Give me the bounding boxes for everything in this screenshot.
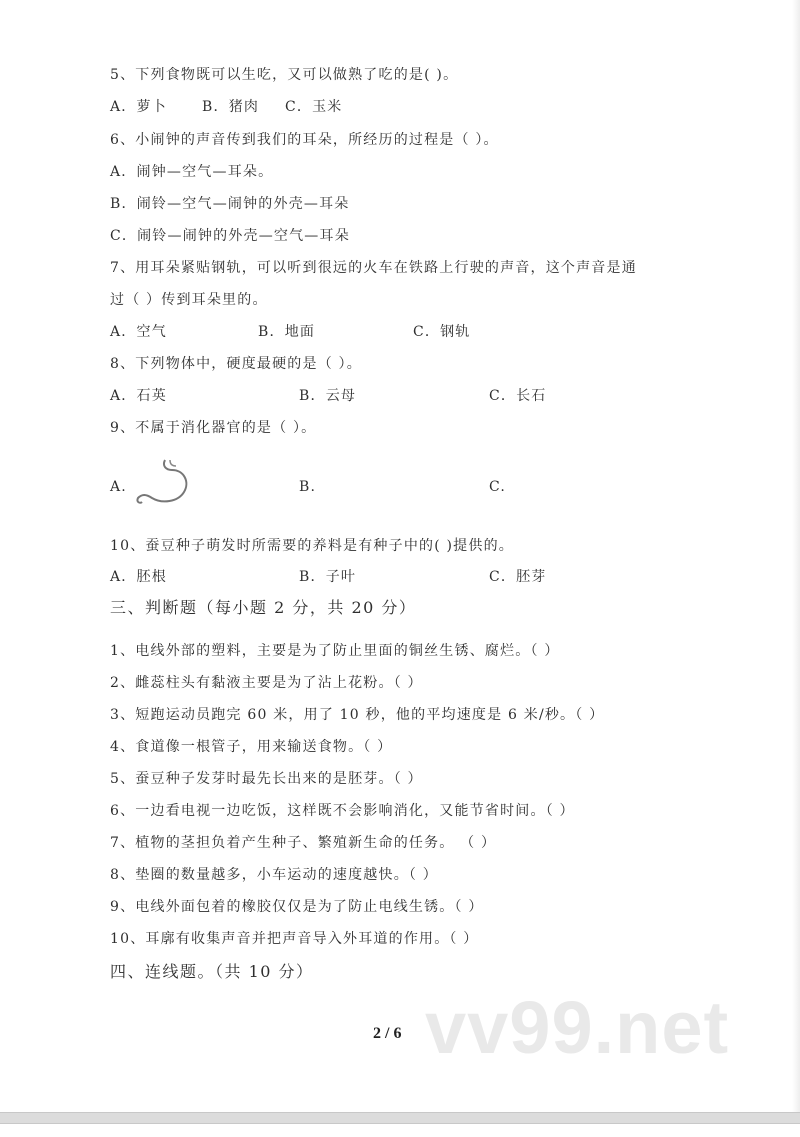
question-9: 9、不属于消化器官的是（ ）。 [110,420,317,436]
judge-item: 6、一边看电视一边吃饭，这样既不会影响消化，又能节省时间。（ ） [110,803,575,819]
q6-option-a: A．闹钟—空气—耳朵。 [110,164,274,180]
section-3-title: 三、判断题（每小题 2 分，共 20 分） [110,598,417,617]
q5-option-c: C．玉米 [285,99,343,115]
section-4-title: 四、连线题。（共 10 分） [110,962,314,981]
judge-item: 7、植物的茎担负着产生种子、繁殖新生命的任务。 （ ） [110,835,497,851]
q9-option-b: B. [299,479,317,495]
q10-option-b: B．子叶 [299,569,357,585]
question-10: 10、蚕豆种子萌发时所需要的养料是有种子中的( )提供的。 [110,538,514,554]
judge-item: 8、垫圈的数量越多，小车运动的速度越快。（ ） [110,867,438,883]
judge-item: 1、电线外部的塑料，主要是为了防止里面的铜丝生锈、腐烂。（ ） [110,643,560,659]
question-8: 8、下列物体中，硬度最硬的是（ ）。 [110,356,362,372]
q7-option-c: C．钢轨 [413,324,471,340]
q9-option-a: A. [110,479,127,495]
question-7-cont: 过（ ）传到耳朵里的。 [110,292,268,308]
judge-item: 10、耳廓有收集声音并把声音导入外耳道的作用。（ ） [110,931,479,947]
q8-option-c: C．长石 [489,388,547,404]
q6-option-c: C．闹铃—闹钟的外壳—空气—耳朵 [110,228,350,244]
question-6: 6、小闹钟的声音传到我们的耳朵，所经历的过程是（ ）。 [110,132,499,148]
q5-option-b: B．猪肉 [202,99,260,115]
q10-option-c: C．胚芽 [489,569,547,585]
q10-option-a: A．胚根 [110,569,167,585]
q7-option-b: B．地面 [258,324,316,340]
question-7: 7、用耳朵紧贴钢轨，可以听到很远的火车在铁路上行驶的声音，这个声音是通 [110,260,637,276]
stomach-illustration [132,458,202,508]
q5-option-a: A．萝卜 [110,99,167,115]
page-separator [0,1112,800,1124]
judge-item: 3、短跑运动员跑完 60 米，用了 10 秒，他的平均速度是 6 米/秒。（ ） [110,707,605,723]
watermark: vv99.net [425,986,730,1069]
q7-option-a: A．空气 [110,324,167,340]
q8-option-a: A．石英 [110,388,167,404]
judge-item: 2、雌蕊柱头有黏液主要是为了沾上花粉。（ ） [110,675,423,691]
q9-option-c: C. [489,479,507,495]
judge-item: 4、食道像一根管子，用来输送食物。（ ） [110,739,393,755]
q8-option-b: B．云母 [299,388,357,404]
q6-option-b: B．闹铃—空气—闹钟的外壳—耳朵 [110,196,350,212]
question-5: 5、下列食物既可以生吃，又可以做熟了吃的是( )。 [110,67,459,83]
judge-item: 9、电线外面包着的橡胶仅仅是为了防止电线生锈。（ ） [110,899,484,915]
page-edge [792,0,800,1112]
page-number: 2 / 6 [373,1025,402,1042]
judge-item: 5、蚕豆种子发芽时最先长出来的是胚芽。（ ） [110,771,423,787]
